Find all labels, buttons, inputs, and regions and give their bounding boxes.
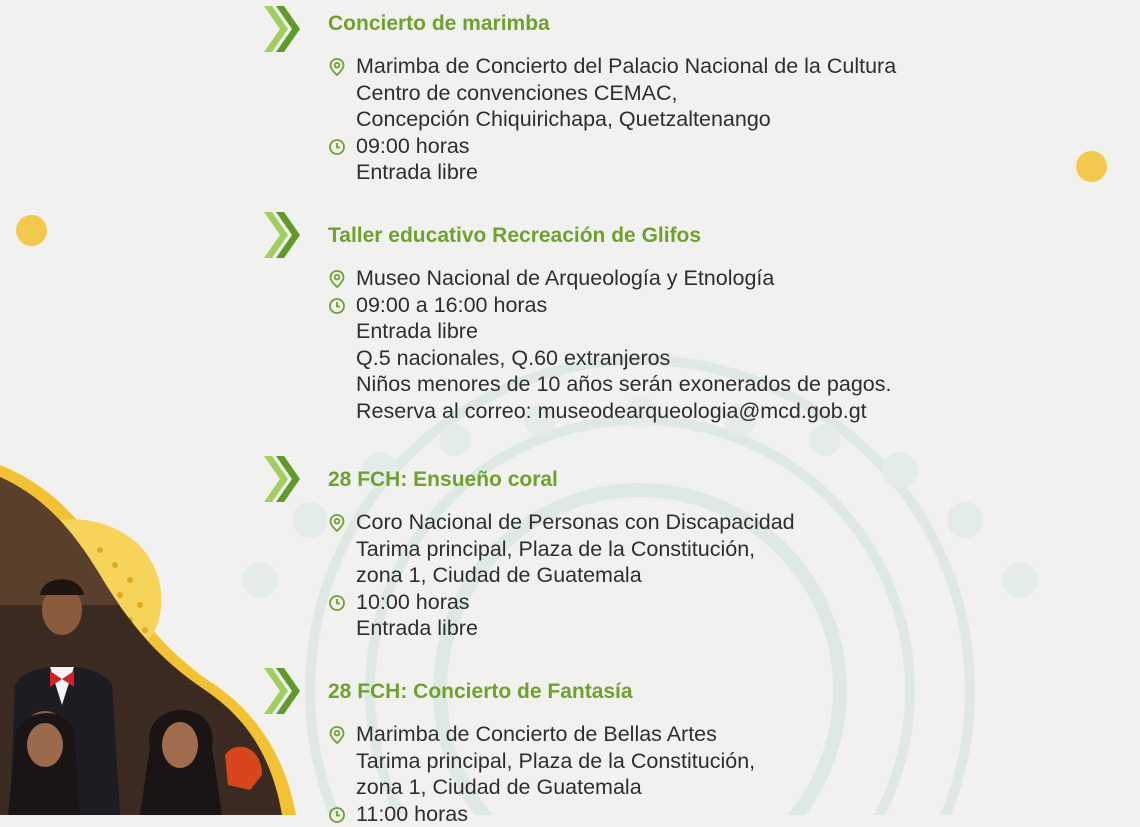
event-detail-line bbox=[328, 615, 795, 642]
event-detail-line bbox=[328, 562, 795, 589]
event-detail-text: Entrada libre bbox=[356, 160, 478, 184]
event-detail-line bbox=[328, 265, 891, 292]
clock-icon bbox=[328, 594, 346, 612]
event-detail-text: Coro Nacional de Personas con Discapacidad bbox=[356, 510, 795, 534]
event-title: 28 FCH: Concierto de Fantasía bbox=[328, 679, 633, 705]
event-detail-text: zona 1, Ciudad de Guatemala bbox=[356, 775, 642, 799]
event-detail-line bbox=[328, 536, 795, 563]
clock-icon bbox=[328, 138, 346, 156]
event-detail-text: Tarima principal, Plaza de la Constitución, bbox=[356, 537, 755, 561]
event-detail-text: Niños menores de 10 años serán exonerados de pagos. bbox=[356, 372, 891, 396]
chevron-right-icon bbox=[262, 666, 302, 716]
event-detail-text: 09:00 horas bbox=[356, 134, 470, 158]
event-detail-text: 09:00 a 16:00 horas bbox=[356, 293, 547, 317]
event-detail-line bbox=[328, 774, 755, 801]
event-detail-text: Reserva al correo: museodearqueologia@mcd.gob.gt bbox=[356, 399, 867, 423]
event-detail-text: Museo Nacional de Arqueología y Etnología bbox=[356, 266, 774, 290]
event-detail-line bbox=[328, 721, 755, 748]
event-detail-line bbox=[328, 318, 891, 345]
event-detail-line bbox=[328, 748, 755, 775]
chevron-right-icon bbox=[262, 4, 302, 54]
event-detail-text: Concepción Chiquirichapa, Quetzaltenango bbox=[356, 107, 771, 131]
event-title: Taller educativo Recreación de Glifos bbox=[328, 223, 701, 249]
event-detail-text: Marimba de Concierto de Bellas Artes bbox=[356, 722, 717, 746]
event-detail-line bbox=[328, 371, 891, 398]
location-pin-icon bbox=[328, 58, 346, 76]
decorative-yellow-dot bbox=[16, 215, 47, 246]
chevron-right-icon bbox=[262, 210, 302, 260]
event-detail-line bbox=[328, 106, 896, 133]
location-pin-icon bbox=[328, 270, 346, 288]
event-detail-line bbox=[328, 398, 891, 425]
event-detail-text: Centro de convenciones CEMAC, bbox=[356, 81, 677, 105]
event-detail-line bbox=[328, 159, 896, 186]
event-detail-line bbox=[328, 509, 795, 536]
event-detail-text: Entrada libre bbox=[356, 319, 478, 343]
event-detail-line bbox=[328, 345, 891, 372]
event-title: 28 FCH: Ensueño coral bbox=[328, 467, 558, 493]
event-detail-text: Tarima principal, Plaza de la Constitución, bbox=[356, 749, 755, 773]
event-detail-line bbox=[328, 801, 755, 827]
event-detail-text: Q.5 nacionales, Q.60 extranjeros bbox=[356, 346, 670, 370]
clock-icon bbox=[328, 297, 346, 315]
event-detail-text: zona 1, Ciudad de Guatemala bbox=[356, 563, 642, 587]
event-title: Concierto de marimba bbox=[328, 11, 550, 37]
choir-photo bbox=[0, 455, 300, 815]
event-detail-line bbox=[328, 53, 896, 80]
event-detail-text: Entrada libre bbox=[356, 616, 478, 640]
location-pin-icon bbox=[328, 726, 346, 744]
event-detail-line bbox=[328, 80, 896, 107]
event-detail-line bbox=[328, 292, 891, 319]
event-detail-text: Marimba de Concierto del Palacio Nacional de la Cultura bbox=[356, 54, 896, 78]
event-detail-text: 10:00 horas bbox=[356, 590, 470, 614]
event-detail-text: 11:00 horas bbox=[356, 802, 468, 826]
location-pin-icon bbox=[328, 514, 346, 532]
decorative-yellow-dot bbox=[1076, 151, 1107, 182]
event-detail-line bbox=[328, 133, 896, 160]
chevron-right-icon bbox=[262, 454, 302, 504]
event-detail-line bbox=[328, 589, 795, 616]
